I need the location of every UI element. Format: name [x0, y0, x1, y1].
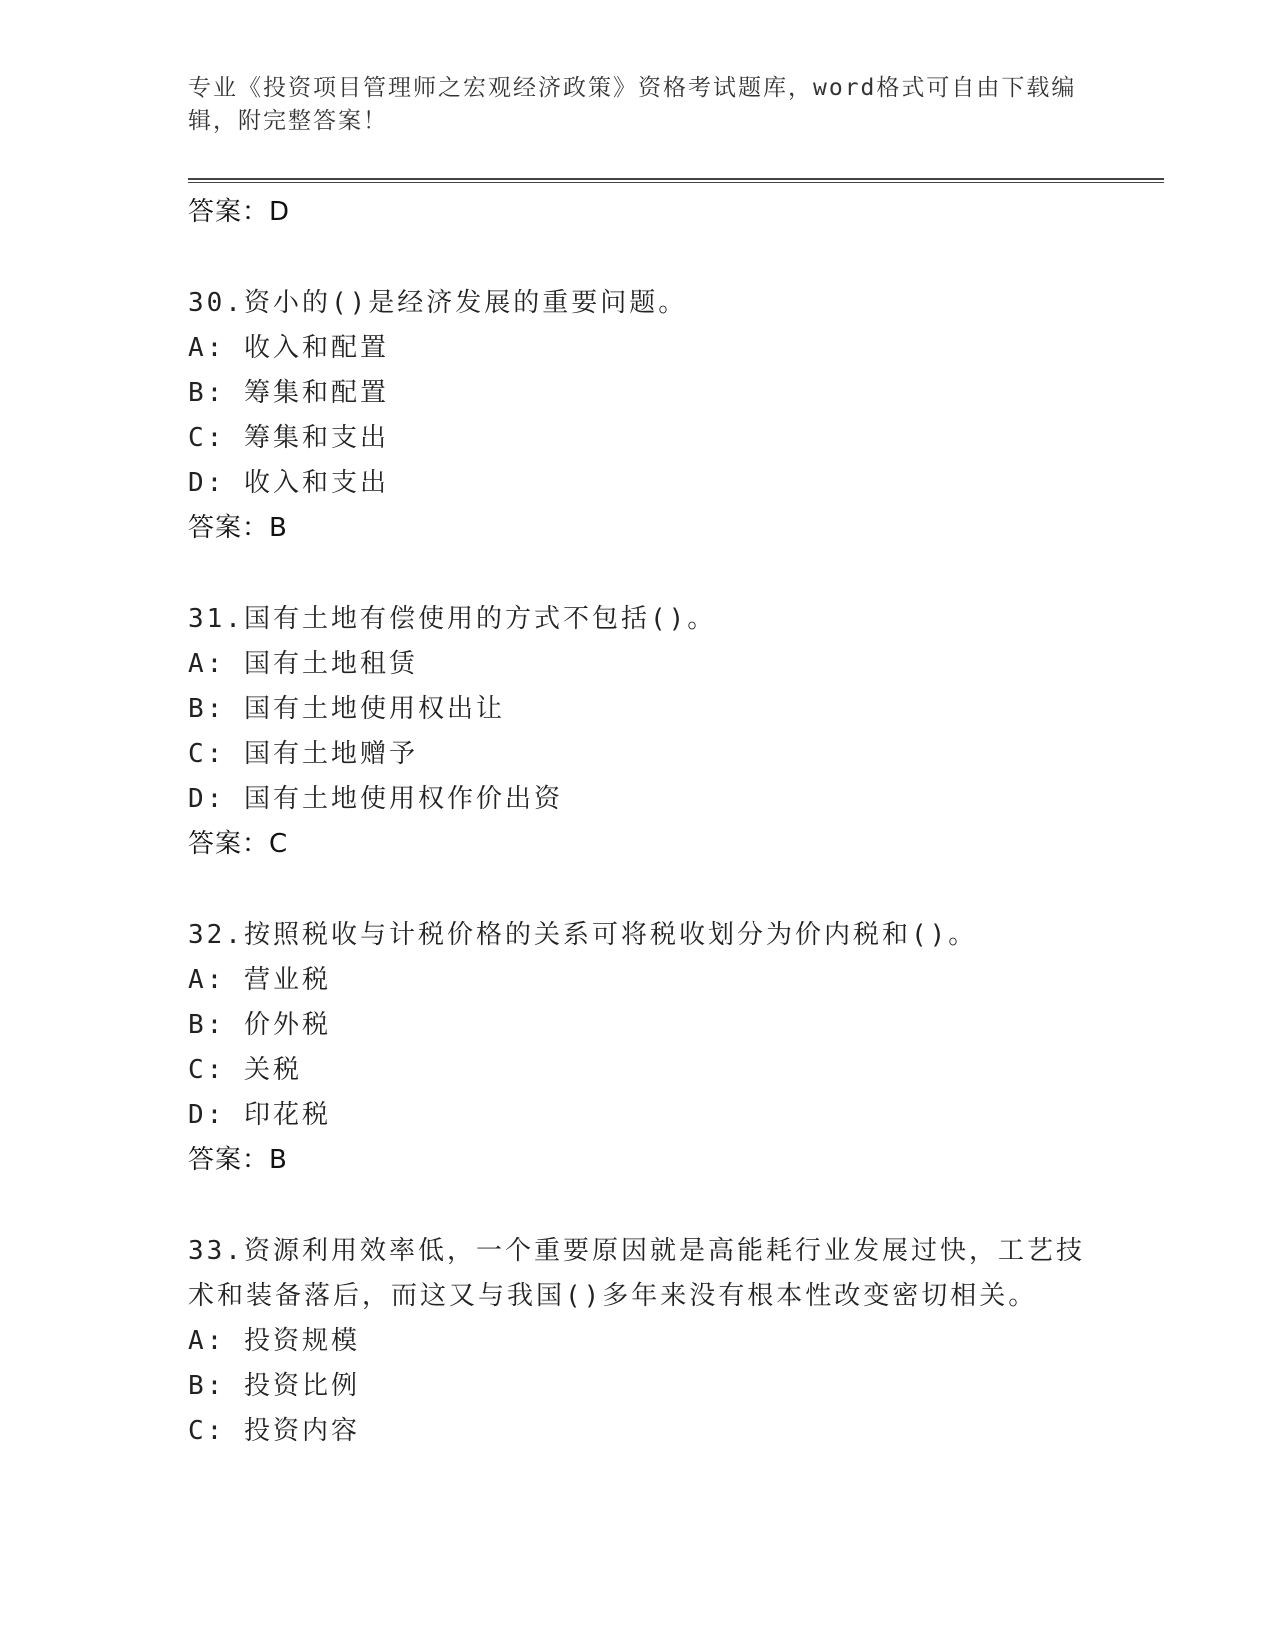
- question-stem: 30.资小的()是经济发展的重要问题。: [188, 288, 688, 318]
- question-list: [188, 190, 1088, 1454]
- header-divider: [188, 178, 1164, 183]
- answer-label: 答案：B: [188, 1145, 288, 1175]
- question-item: [188, 597, 1088, 867]
- answer-label: 答案：C: [188, 829, 289, 859]
- option-d: D: 国有土地使用权作价出资: [188, 784, 563, 814]
- option-c: C: 筹集和支出: [188, 423, 389, 453]
- question-stem: 32.按照税收与计税价格的关系可将税收划分为价内税和()。: [188, 920, 978, 950]
- header-description: 专业《投资项目管理师之宏观经济政策》资格考试题库，word格式可自由下载编辑，附完整答案！: [188, 75, 1077, 134]
- option-b: B: 筹集和配置: [188, 378, 389, 408]
- question-item: [188, 281, 1088, 551]
- option-c: C: 投资内容: [188, 1416, 360, 1446]
- option-c: C: 国有土地赠予: [188, 739, 418, 769]
- answer-label: 答案：D: [188, 197, 291, 227]
- option-b: B: 价外税: [188, 1010, 331, 1040]
- option-c: C: 关税: [188, 1055, 302, 1085]
- question-item: [188, 1229, 1088, 1454]
- question-item: [188, 913, 1088, 1183]
- option-d: D: 印花税: [188, 1100, 331, 1130]
- question-stem: 31.国有土地有偿使用的方式不包括()。: [188, 604, 717, 634]
- option-a: A: 国有土地租赁: [188, 649, 418, 679]
- option-d: D: 收入和支出: [188, 468, 389, 498]
- option-a: A: 收入和配置: [188, 333, 389, 363]
- option-b: B: 国有土地使用权出让: [188, 694, 505, 724]
- option-a: A: 投资规模: [188, 1326, 360, 1356]
- question-stem: 33.资源利用效率低，一个重要原因就是高能耗行业发展过快，工艺技术和装备落后，而这又与我国()多年来没有根本性改变密切相关。: [188, 1236, 1085, 1311]
- answer-label: 答案：B: [188, 513, 288, 543]
- option-a: A: 营业税: [188, 965, 331, 995]
- option-b: B: 投资比例: [188, 1371, 360, 1401]
